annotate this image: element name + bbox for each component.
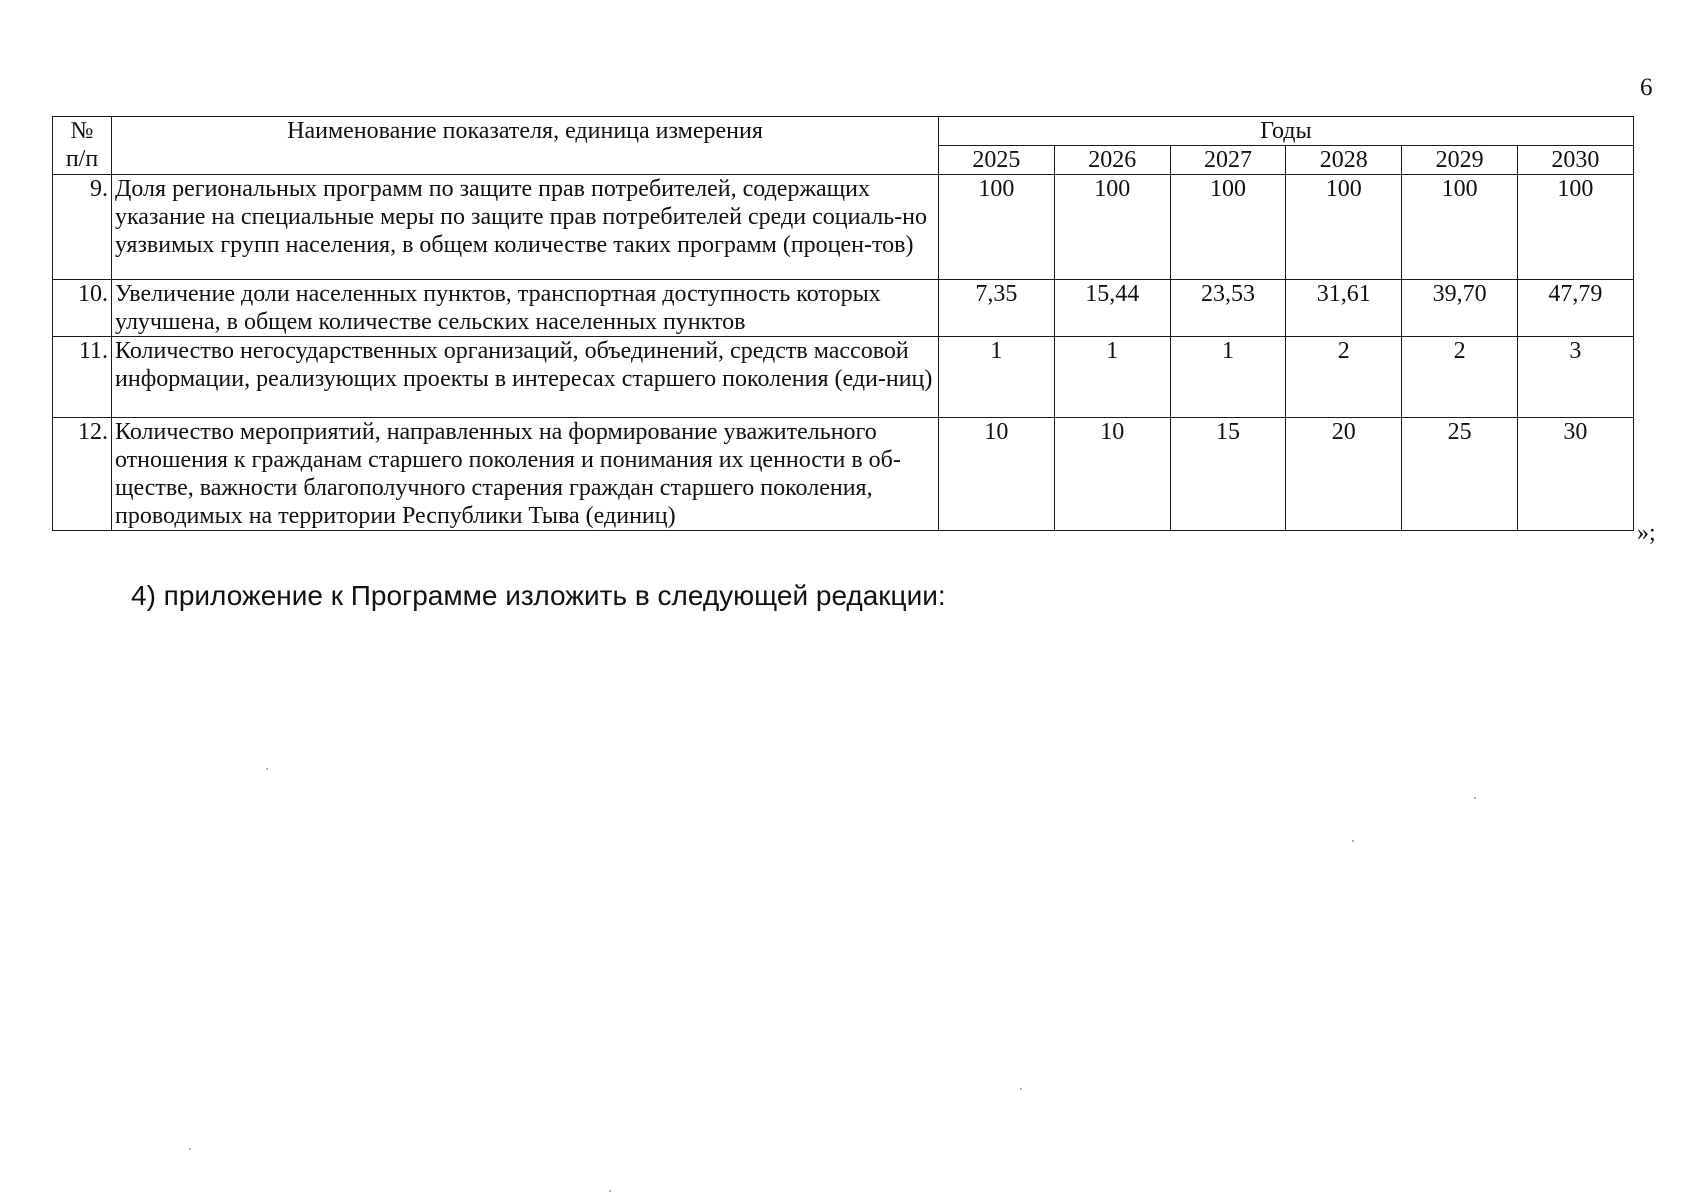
header-num [53,117,112,175]
header-num-line2: п/п [65,146,99,172]
table-row [53,280,1634,337]
row-number: 12. [53,418,112,531]
scan-speck [266,768,268,770]
row-number: 9. [53,175,112,280]
page-number: 6 [1640,74,1653,101]
table-row [53,175,1634,280]
value-2028: 100 [1286,175,1402,280]
value-2028: 20 [1286,418,1402,531]
value-2025: 10 [939,418,1055,531]
value-2026: 1 [1054,337,1170,418]
closing-quote-mark: »; [1637,520,1656,546]
header-year-2027: 2027 [1170,146,1286,175]
value-2029: 2 [1402,337,1518,418]
scan-speck [1020,1088,1022,1090]
value-2027: 100 [1170,175,1286,280]
header-year-2028: 2028 [1286,146,1402,175]
indicators-table [52,116,1634,531]
value-2026: 10 [1054,418,1170,531]
row-number: 10. [53,280,112,337]
value-2026: 100 [1054,175,1170,280]
value-2029: 39,70 [1402,280,1518,337]
value-2030: 3 [1517,337,1633,418]
instruction-paragraph: 4) приложение к Программе изложить в следующей редакции: [131,580,946,611]
header-years: Годы [939,117,1634,146]
value-2029: 25 [1402,418,1518,531]
value-2025: 7,35 [939,280,1055,337]
value-2030: 30 [1517,418,1633,531]
header-num-line1: № [70,118,94,144]
value-2029: 100 [1402,175,1518,280]
scan-speck [1352,840,1354,842]
indicator-name: Доля региональных программ по защите прав потребителей, содержащих указание на специальные меры по защите прав потребителей среди социаль-но уязвимых групп населения, в общем количестве таких программ (процен-тов) [112,175,939,280]
scan-speck [609,1190,611,1192]
indicators-table-container [52,116,1633,531]
value-2028: 31,61 [1286,280,1402,337]
value-2025: 1 [939,337,1055,418]
indicator-name: Количество негосударственных организаций, объединений, средств массовой информации, реализующих проекты в интересах старшего поколения (еди-ниц) [112,337,939,418]
value-2027: 1 [1170,337,1286,418]
header-name: Наименование показателя, единица измерения [112,117,939,175]
table-header-row-top [53,117,1634,146]
header-year-2029: 2029 [1402,146,1518,175]
scan-speck [189,1148,191,1150]
value-2027: 23,53 [1170,280,1286,337]
value-2025: 100 [939,175,1055,280]
indicator-name: Увеличение доли населенных пунктов, транспортная доступность которых улучшена, в общем количестве сельских населенных пунктов [112,280,939,337]
table-row [53,418,1634,531]
header-year-2030: 2030 [1517,146,1633,175]
value-2028: 2 [1286,337,1402,418]
value-2030: 100 [1517,175,1633,280]
table-row [53,337,1634,418]
header-year-2025: 2025 [939,146,1055,175]
value-2027: 15 [1170,418,1286,531]
value-2030: 47,79 [1517,280,1633,337]
row-number: 11. [53,337,112,418]
header-year-2026: 2026 [1054,146,1170,175]
value-2026: 15,44 [1054,280,1170,337]
indicator-name: Количество мероприятий, направленных на формирование уважительного отношения к гражданам старшего поколения и понимания их ценности в об-ществе, важности благополучного старения граждан старшего поколения, проводимых на территории Республики Тыва (единиц) [112,418,939,531]
scan-speck [1474,797,1476,799]
